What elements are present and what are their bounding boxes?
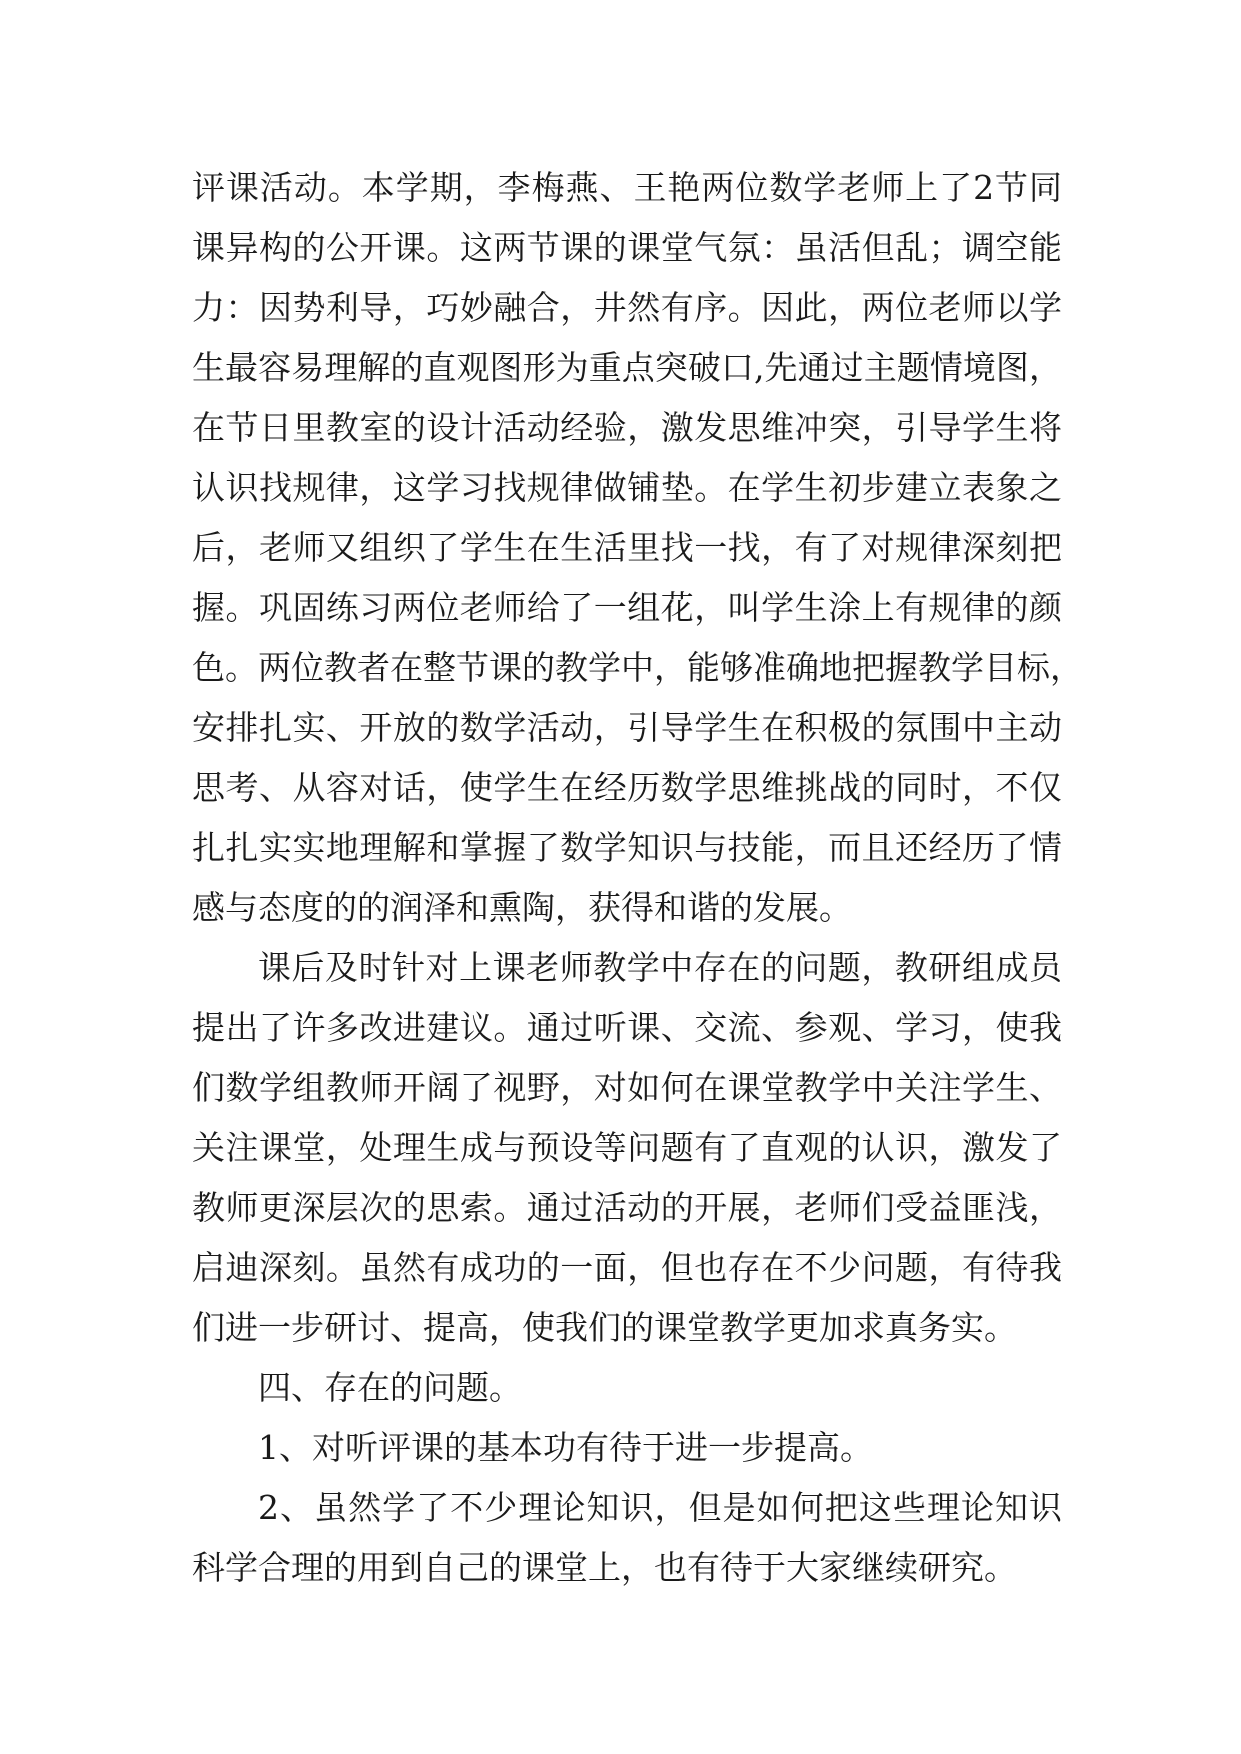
text-line: 色。两位教者在整节课的教学中，能够准确地把握教学目标， — [192, 648, 1083, 687]
text-line: 握。巩固练习两位老师给了一组花，叫学生涂上有规律的颜 — [192, 588, 1062, 627]
text-line: 后，老师又组织了学生在生活里找一找，有了对规律深刻把 — [192, 528, 1062, 567]
text-line: 1、对听评课的基本功有待于进一步提高。 — [258, 1428, 873, 1467]
text-line: 科学合理的用到自己的课堂上，也有待于大家继续研究。 — [192, 1548, 1017, 1587]
text-line: 生最容易理解的直观图形为重点突破口,先通过主题情境图， — [192, 348, 1062, 387]
text-line: 思考、从容对话，使学生在经历数学思维挑战的同时，不仅 — [192, 768, 1062, 807]
text-line: 在节日里教室的设计活动经验，激发思维冲突，引导学生将 — [192, 408, 1062, 447]
text-line: 扎扎实实地理解和掌握了数学知识与技能，而且还经历了情 — [192, 828, 1062, 867]
text-line: 课异构的公开课。这两节课的课堂气氛：虽活但乱；调空能 — [192, 228, 1062, 267]
document-body — [192, 158, 1083, 1598]
text-line: 感与态度的的润泽和熏陶，获得和谐的发展。 — [192, 888, 852, 927]
text-line: 力：因势利导，巧妙融合，井然有序。因此，两位老师以学 — [192, 288, 1062, 327]
text-line: 关注课堂，处理生成与预设等问题有了直观的认识，激发了 — [192, 1128, 1062, 1167]
text-line: 课后及时针对上课老师教学中存在的问题，教研组成员 — [258, 948, 1062, 987]
text-line: 2、虽然学了不少理论知识，但是如何把这些理论知识 — [258, 1488, 1062, 1527]
text-line: 评课活动。本学期，李梅燕、王艳两位数学老师上了2节同 — [192, 168, 1062, 207]
text-line: 四、存在的问题。 — [258, 1368, 522, 1407]
text-line: 安排扎实、开放的数学活动，引导学生在积极的氛围中主动 — [192, 708, 1062, 747]
text-line: 们进一步研讨、提高，使我们的课堂教学更加求真务实。 — [192, 1308, 1017, 1347]
text-line: 教师更深层次的思索。通过活动的开展，老师们受益匪浅， — [192, 1188, 1062, 1227]
text-line: 认识找规律，这学习找规律做铺垫。在学生初步建立表象之 — [192, 468, 1062, 507]
text-line: 启迪深刻。虽然有成功的一面，但也存在不少问题，有待我 — [192, 1248, 1062, 1287]
text-line: 提出了许多改进建议。通过听课、交流、参观、学习，使我 — [192, 1008, 1062, 1047]
text-line: 们数学组教师开阔了视野，对如何在课堂教学中关注学生、 — [192, 1068, 1062, 1107]
